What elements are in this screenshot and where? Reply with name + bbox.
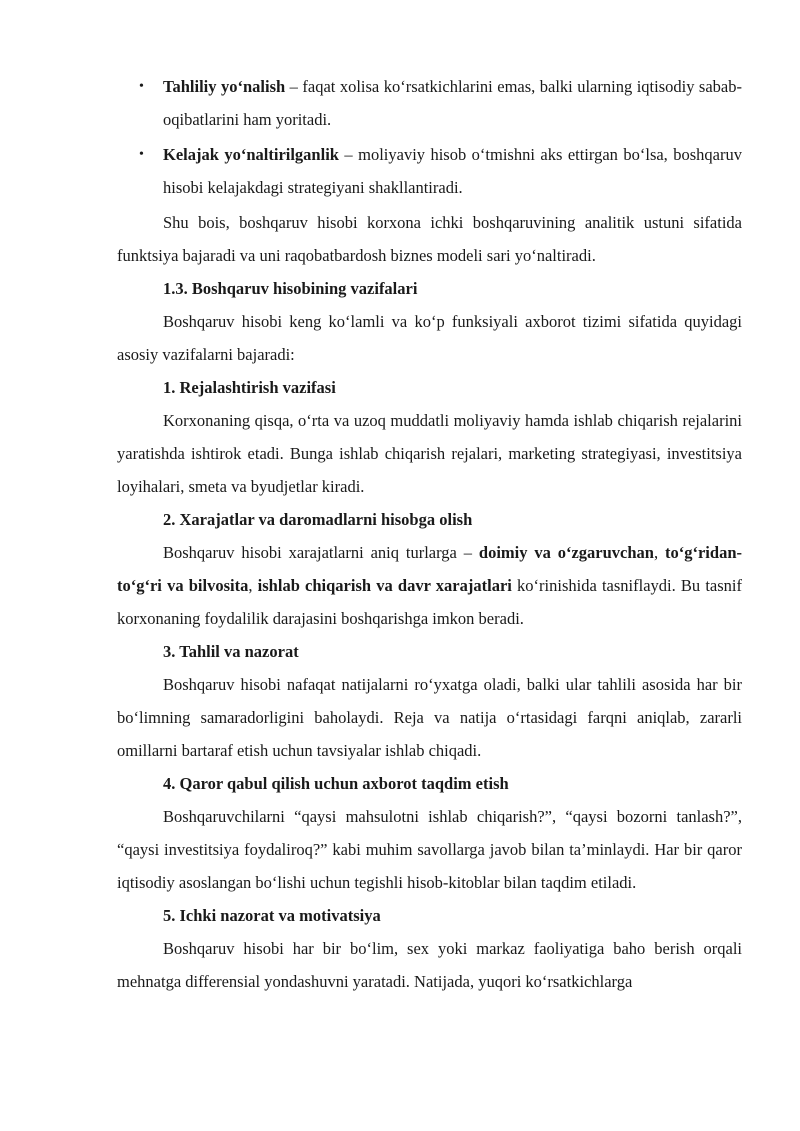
- paragraph-intro: Boshqaruv hisobi keng ko‘lamli va ko‘p funksiyali axborot tizimi sifatida quyidagi asosiy vazifalarni bajaradi:: [117, 312, 742, 364]
- paragraph-costs-bold: ishlab chiqarish va davr xarajatlari: [257, 576, 512, 595]
- paragraph-costs-bold: to‘g‘ridan-to‘g‘ri va bilvosita: [117, 543, 742, 595]
- page-content: [117, 70, 742, 998]
- paragraph-planning: Korxonaning qisqa, o‘rta va uzoq muddatli moliyaviy hamda ishlab chiqarish rejalarini yaratishda ishtirok etadi. Bunga ishlab chiqarish rejalari, marketing strategiyasi, investitsiya loyihalari, smeta va byudjetlar kiradi.: [117, 411, 742, 496]
- paragraph-costs: [117, 536, 742, 635]
- paragraph-control: Boshqaruv hisobi har bir bo‘lim, sex yoki markaz faoliyatiga baho berish orqali mehnatga differensial yondashuvni yaratadi. Natijada, yuqori ko‘rsatkichlarga: [117, 939, 742, 991]
- bullet-item: [117, 70, 742, 136]
- bullet-term: Kelajak yo‘naltirilganlik: [163, 145, 339, 164]
- paragraph-decision: Boshqaruvchilarni “qaysi mahsulotni ishlab chiqarish?”, “qaysi bozorni tanlash?”, “qaysi investitsiya foydaliroq?” kabi muhim savollarga javob bilan ta’minlaydi. Har bir qaror iqtisodiy asoslangan bo‘lishi uchun tegishli hisob-kitoblar bilan taqdim etiladi.: [117, 807, 742, 892]
- paragraph-conclusion: Shu bois, boshqaruv hisobi korxona ichki boshqaruvining analitik ustuni sifatida funktsiya bajaradi va uni raqobatbardosh biznes modeli sari yo‘naltiradi.: [117, 213, 742, 265]
- paragraph-costs-separator: ,: [653, 543, 665, 562]
- bullet-description: – moliyaviy hisob o‘tmishni aks ettirgan bo‘lsa, boshqaruv hisobi kelajakdagi strategiyani shakllantiradi.: [163, 145, 742, 197]
- bullet-term: Tahliliy yo‘nalish: [163, 77, 286, 96]
- subheading-control: 5. Ichki nazorat va motivatsiya: [163, 906, 381, 925]
- section-title: 1.3. Boshqaruv hisobining vazifalari: [163, 279, 418, 298]
- subheading-analysis: 3. Tahlil va nazorat: [163, 642, 299, 661]
- paragraph-costs-separator: ,: [248, 576, 258, 595]
- subheading-costs: 2. Xarajatlar va daromadlarni hisobga olish: [163, 510, 473, 529]
- paragraph-costs-bold: doimiy va o‘zgaruvchan: [478, 543, 654, 562]
- bullet-item: [117, 138, 742, 204]
- bullet-description: – faqat xolisa ko‘rsatkichlarini emas, balki ularning iqtisodiy sabab-oqibatlarini ham yoritadi.: [163, 77, 742, 129]
- bullet-text: [163, 138, 742, 204]
- subheading-planning: 1. Rejalashtirish vazifasi: [163, 378, 336, 397]
- subheading-decision: 4. Qaror qabul qilish uchun axborot taqdim etish: [163, 774, 509, 793]
- bullet-text: [163, 70, 742, 136]
- bullet-dot-icon: •: [139, 79, 144, 94]
- paragraph-costs-text: ko‘rinishida tasniflaydi. Bu tasnif korxonaning foydalilik darajasini boshqarishga imkon beradi.: [117, 576, 742, 628]
- bullet-dot-icon: •: [139, 147, 144, 162]
- paragraph-costs-text: Boshqaruv hisobi xarajatlarni aniq turlarga –: [163, 543, 479, 562]
- paragraph-analysis: Boshqaruv hisobi nafaqat natijalarni ro‘yxatga oladi, balki ular tahlili asosida har bir bo‘limning samaradorligini baholaydi. Reja va natija o‘rtasidagi farqni aniqlab, zararli omillarni bartaraf etish uchun tavsiyalar ishlab chiqadi.: [117, 675, 742, 760]
